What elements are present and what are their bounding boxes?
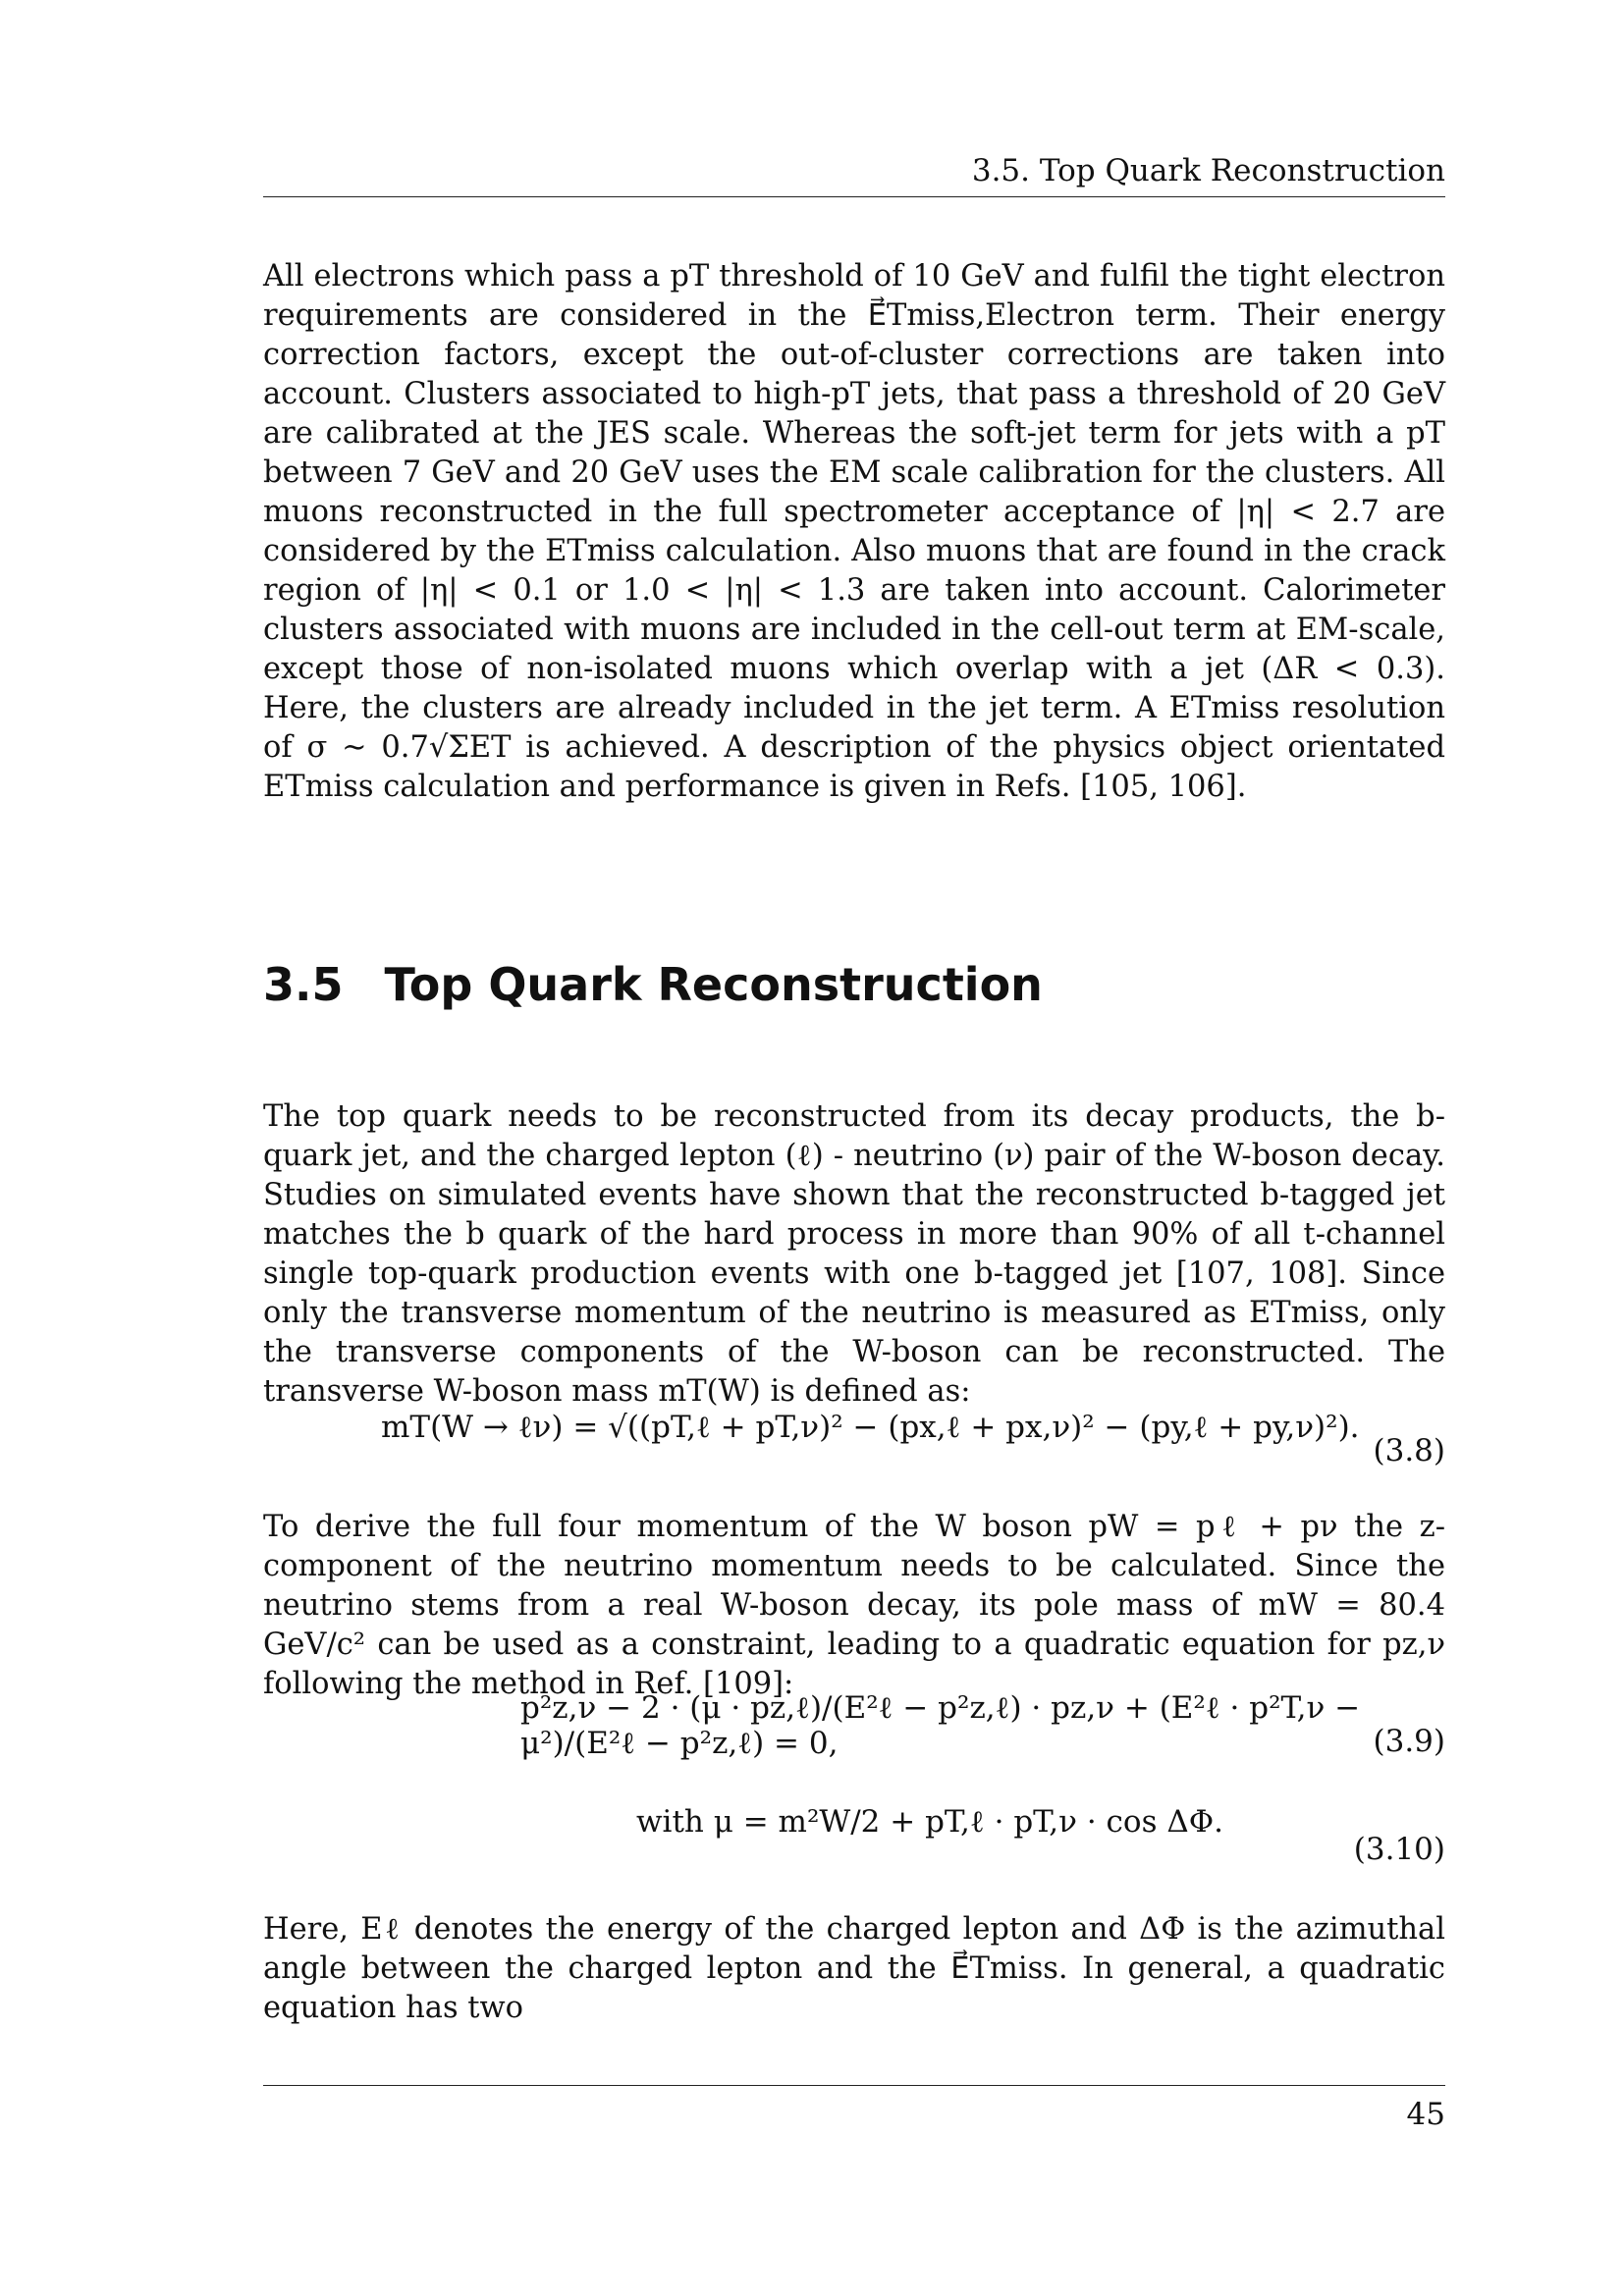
equation-3-10-body: with μ = m²W/2 + pT,ℓ · pT,ν · cos ΔΦ.: [636, 1804, 1223, 1840]
equation-3-8-tag: (3.8): [1373, 1433, 1445, 1468]
equation-3-9-tag: (3.9): [1373, 1724, 1445, 1759]
paragraph-quadratic-solutions: Here, Eℓ denotes the energy of the charged lepton and ΔΦ is the azimuthal angle between the charged lepton and the E⃗Tmiss. In general, a quadratic equation has two: [263, 1912, 1445, 2025]
section-title: Top Quark Reconstruction: [384, 958, 1043, 1011]
running-header: 3.5. Top Quark Reconstruction: [263, 153, 1445, 197]
paragraph-top-quark-intro: The top quark needs to be reconstructed from its decay products, the b-quark jet, and the charged lepton (ℓ) - neutrino (ν) pair of the W-boson decay. Studies on simulated events have shown that the reconstructed b-tagged jet matches the b quark of the hard process in more than 90% of all t-channel single top-quark production events with one b-tagged jet [107, 108]. Since only the transverse momentum of the neutrino is measured as ETmiss, only the transverse components of the W-boson can be reconstructed. The transverse W-boson mass mT(W) is defined as:: [263, 1099, 1445, 1409]
page-number: 45: [1406, 2097, 1445, 2132]
paragraph-met-reconstruction: All electrons which pass a pT threshold of 10 GeV and fulfil the tight electron requirements are considered in the E⃗Tmiss,Electron term. Their energy correction factors, except the out-of-cluster corrections are taken into account. Clusters associated to high-pT jets, that pass a threshold of 20 GeV are calibrated at the JES scale. Whereas the soft-jet term for jets with a pT between 7 GeV and 20 GeV uses the EM scale calibration for the clusters. All muons reconstructed in the full spectrometer acceptance of |η| < 2.7 are considered by the ETmiss calculation. Also muons that are found in the crack region of |η| < 0.1 or 1.0 < |η| < 1.3 are taken into account. Calorimeter clusters associated with muons are included in the cell-out term at EM-scale, except those of non-isolated muons which overlap with a jet (ΔR < 0.3). Here, the clusters are already included in the jet term. A ETmiss resolution of σ ∼ 0.7√ΣET is achieved. A description of the physics object orientated ETmiss calculation and performance is given in Refs. [105, 106].: [263, 259, 1445, 804]
equation-3-9: [263, 1690, 1445, 1789]
paragraph-neutrino-pz: To derive the full four momentum of the W boson pW = pℓ + pν the z-component of the neutrino momentum needs to be calculated. Since the neutrino stems from a real W-boson decay, its pole mass of mW = 80.4 GeV/c² can be used as a constraint, leading to a quadratic equation for pz,ν following the method in Ref. [109]:: [263, 1510, 1445, 1701]
equation-3-9-body: p²z,ν − 2 · (μ · pz,ℓ)/(E²ℓ − p²z,ℓ) · pz,ν + (E²ℓ · p²T,ν − μ²)/(E²ℓ − p²z,ℓ) = 0,: [520, 1690, 1361, 1761]
equation-3-10: [263, 1804, 1445, 1883]
section-number: 3.5: [263, 958, 344, 1011]
section-heading: [263, 958, 1043, 1011]
equation-3-10-tag: (3.10): [1353, 1832, 1445, 1867]
footer-rule: [263, 2085, 1445, 2086]
equation-3-8-body: mT(W → ℓν) = √((pT,ℓ + pT,ν)² − (px,ℓ + px,ν)² − (py,ℓ + py,ν)²).: [381, 1410, 1360, 1445]
equation-3-8: [263, 1410, 1445, 1478]
